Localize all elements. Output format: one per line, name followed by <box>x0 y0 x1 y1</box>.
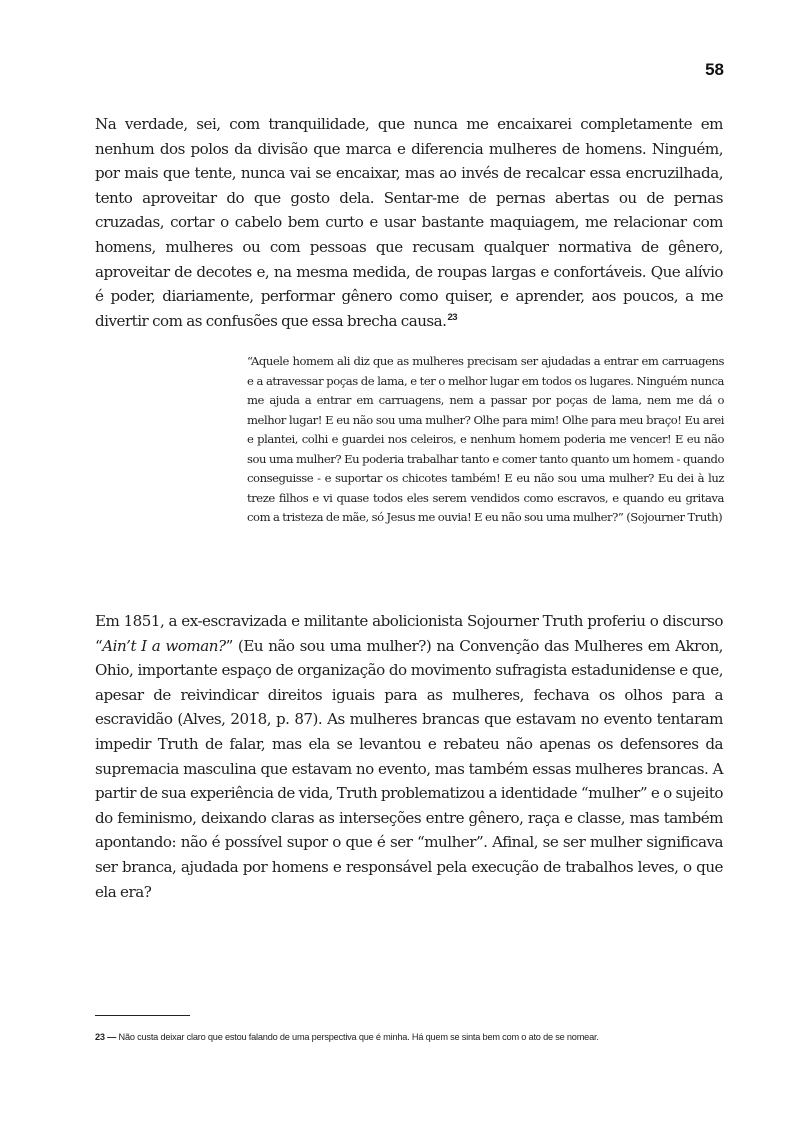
block-quote: “Aquele homem ali diz que as mulheres precisam ser ajudadas a entrar em carruagens e a atravessar poças de lama, e ter o melhor lugar em todos os lugares. Ninguém nunca me ajuda a entrar em carruagens, nem a passar por poças de lama, nem me dá o melhor lugar! E eu não sou uma mulher? Olhe para mim! Olhe para meu braço! Eu arei e plantei, colhi e guardei nos celeiros, e nenhum homem poderia me vencer! E eu não sou uma mulher? Eu poderia trabalhar tanto e comer tanto quanto um homem - quando conseguisse - e suportar os chicotes também! E eu não sou uma mulher? Eu dei à luz treze filhos e vi quase todos eles serem vendidos como escravos, e quando eu gritava com a tristeza de mãe, só Jesus me ouvia! E eu não sou uma mulher?” (Sojourner Truth) <box>247 354 724 524</box>
footnote-text: Não custa deixar claro que estou falando de uma perspectiva que é minha. Há quem se sinta bem com o ato de se nomear. <box>116 1032 599 1042</box>
body-paragraph-1 <box>95 112 723 333</box>
body-paragraph-2 <box>95 609 723 904</box>
paragraph-1-text: Na verdade, sei, com tranquilidade, que nunca me encaixarei completamente em nenhum dos polos da divisão que marca e diferencia mulheres de homens. Ninguém, por mais que tente, nunca vai se encaixar, mas ao invés de recalcar essa encruzilhada, tento aproveitar do que gosto dela. Sentar-me de pernas abertas ou de pernas cruzadas, cortar o cabelo bem curto e usar bastante maquiagem, me relacionar com homens, mulheres ou com pessoas que recusam qualquer normativa de gênero, aproveitar de decotes e, na mesma medida, de roupas largas e confortáveis. Que alívio é poder, diariamente, performar gênero como quiser, e aprender, aos poucos, a me divertir com as confusões que essa brecha causa. <box>95 115 723 330</box>
footnote-marker: 23 — <box>95 1032 117 1042</box>
footnote <box>95 1031 725 1044</box>
paragraph-2-start: Em 1851, a ex-escravizada e militante abolicionista Sojourner Truth proferiu o discurso “ <box>95 612 723 655</box>
page-number: 58 <box>705 60 724 79</box>
paragraph-2-rest: ” (Eu não sou uma mulher?) na Convenção das Mulheres em Akron, Ohio, importante espaço de organização do movimento sufragista estadunidense e que, apesar de reivindicar direitos iguais para as mulheres, fechava os olhos para a escravidão (Alves, 2018, p. 87). As mulheres brancas que estavam no evento tentaram impedir Truth de falar, mas ela se levantou e rebateu não apenas os defensores da supremacia masculina que estavam no evento, mas também essas mulheres brancas. A partir de sua experiência de vida, Truth problematizou a identidade “mulher” e o sujeito do feminismo, deixando claras as interseções entre gênero, raça e classe, mas também apontando: não é possível supor o que é ser “mulher”. Afinal, se ser mulher significava ser branca, ajudada por homens e responsável pela execução de trabalhos leves, o que ela era? <box>95 636 724 901</box>
footnote-reference[interactable]: 23 <box>447 311 458 323</box>
speech-title: Ain’t I a woman? <box>102 636 226 655</box>
footnote-divider <box>95 1015 190 1016</box>
